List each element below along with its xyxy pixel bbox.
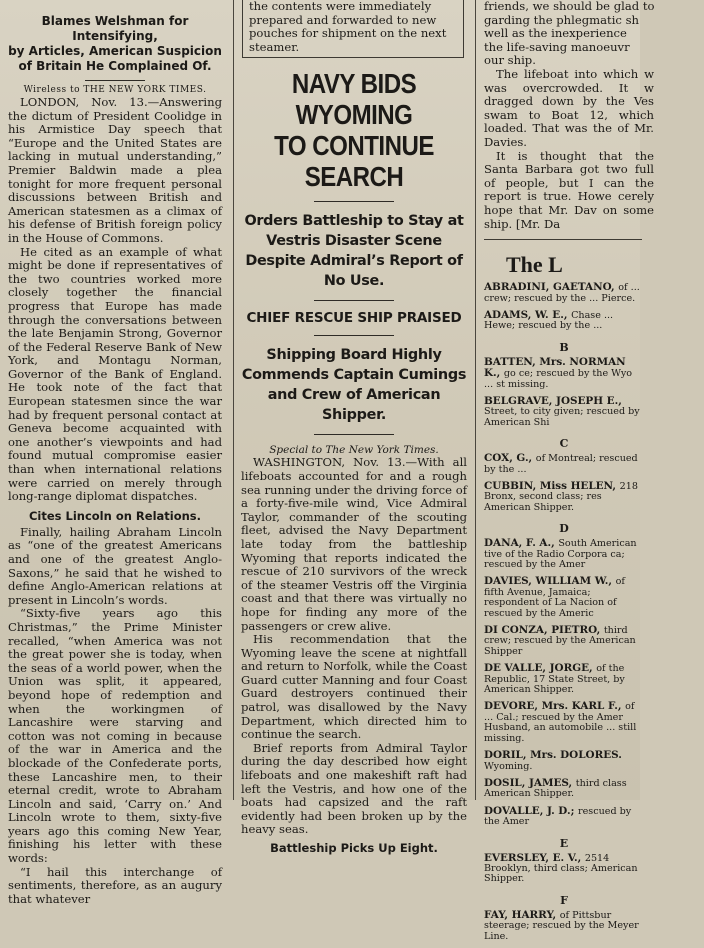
list-item: [484, 357, 644, 390]
list-item-name: ABRADINI, GAETANO,: [484, 281, 619, 294]
list-item-name: BATTEN, Mrs. NORMAN K.,: [484, 355, 626, 380]
list-item-name: DI CONZA, PIETRO,: [484, 624, 604, 637]
list-item: [484, 453, 644, 475]
right-paragraph-2: It is thought that the Santa Barbara got two full of people, but I can the report is true. Howe cerely hope that Mr. Dav on some ship. [Mr. Da: [484, 148, 654, 231]
list-gap: [484, 428, 644, 434]
list-item: [484, 396, 644, 428]
list-letter-divider: D: [559, 522, 569, 536]
list-item-detail: Wyoming.: [484, 760, 533, 772]
right-top-line-2: garding the phlegmatic sh: [484, 12, 639, 27]
list-item-detail: 2514 Brooklyn, third class; American Shipper.: [484, 852, 638, 885]
list-item-detail: third class American Shipper.: [484, 777, 627, 800]
list-gap: [484, 513, 644, 519]
middle-column: [236, 0, 472, 855]
list-item-detail: rescued by the Amer: [484, 805, 632, 828]
left-paragraph-2: He cited as an example of what might be done if representatives of the two countries worked more closely together the financial progress that Europe has made through the conversations between the late Benjamin Strong, Governor of the Federal Reserve Bank of New York, and Montagu Norman, Governor of the Bank of England. He took note of the fact that European statesmen since the war had by frequent personal contact at Geneva become acquainted with one another’s viewpoints and had found mutual compromise easier than when international relations were carried on merely through long-range diplomat dispatches.: [8, 244, 222, 504]
list-item-name: FAY, HARRY,: [484, 908, 560, 921]
right-top-line-5: our ship.: [484, 53, 536, 68]
list-gap: [484, 885, 644, 891]
left-headline-line-3: of Britain He Complained Of.: [18, 59, 212, 73]
top-box: [242, 0, 464, 58]
main-headline-line-1: NAVY BIDS WYOMING: [291, 68, 417, 131]
list-item-name: COX, G.,: [484, 452, 536, 465]
list-item: [484, 282, 644, 304]
main-headline: [253, 68, 456, 192]
list-item-name: DANA, F. A.,: [484, 537, 559, 550]
deck-shipping-board: Shipping Board Highly Commends Captain Cumings and Crew of American Shipper.: [241, 347, 467, 424]
right-top-line-4: the life-saving manoeuvr: [484, 39, 630, 54]
deck-chief-rescue-ship: CHIEF RESCUE SHIP PRAISED: [246, 310, 462, 327]
list-item: [484, 538, 644, 570]
main-headline-line-2: TO CONTINUE SEARCH: [274, 130, 434, 193]
list-item: [484, 625, 644, 657]
list-letter-divider: F: [560, 893, 568, 907]
list-gap: [484, 332, 644, 338]
left-paragraph-5: “I hail this interchange of sentiments, therefore, as an augury that whatever: [8, 864, 222, 906]
right-paragraph-1: The lifeboat into which w was overcrowded. It w dragged down by the Ves swam to Boat 12, which loaded. That was the of Mr. Davies.: [484, 66, 654, 149]
right-top-line-1: friends, we should be glad to: [484, 0, 655, 13]
list-item: [484, 310, 644, 332]
list-item-name: BELGRAVE, JOSEPH E.,: [484, 394, 622, 407]
headline-rule-2: [314, 300, 394, 301]
list-item-detail: South American tive of the Radio Corpora ca; rescued by the Amer: [484, 538, 637, 570]
list-item: [484, 910, 644, 942]
list-item: [484, 853, 644, 885]
left-headline-rule: [85, 80, 145, 81]
column-rule-2: [475, 0, 476, 800]
list-item: [484, 663, 644, 695]
list-item-detail: of the Republic, 17 State Street, by American Shipper.: [484, 663, 625, 696]
list-item-name: DORIL, Mrs. DOLORES.: [484, 749, 622, 762]
list-item: [484, 701, 644, 744]
left-headline-line-1: Blames Welshman for Intensifying,: [41, 14, 189, 43]
list-letter-divider: E: [559, 836, 569, 850]
list-item-detail: of ... Cal.; rescued by the Amer Husband, an automobile ... still missing.: [484, 701, 637, 744]
headline-rule-1: [314, 201, 394, 202]
list-item: [484, 576, 644, 619]
left-paragraph-4: “Sixty-five years ago this Christmas,” the Prime Minister recalled, “when America was not the great power she is today, when the seas of a world power, when the Union was split, it appeared, beyond hope of redemption and when the workingmen of Lancashire were starving and cotton was not coming in because of the war in America and the blockade of the Confederate ports, these Lancashire men, to their eternal credit, wrote to Abraham Lincoln and said, ‘Carry on.’ And Lincoln wrote to them, sixty-five years ago this coming New Year, finishing his letter with these words:: [8, 606, 222, 866]
left-wireless-dateline: Wireless to THE NEW YORK TIMES.: [23, 85, 207, 95]
list-item-detail: of fifth Avenue, Jamaica; respondent of La Nacion of rescued by the Americ: [484, 576, 625, 619]
mid-paragraph-3: Brief reports from Admiral Taylor during the day described how eight lifeboats and one makeshift raft had left the Vestris, and how one of the boats had capsized and the raft evidently had been broken up by the heavy seas.: [241, 740, 467, 837]
list-item-detail: third crew; rescued by the American Shipper: [484, 625, 636, 657]
right-section-rule: [484, 239, 642, 240]
list-letter-divider: B: [559, 340, 569, 354]
list-item-detail: 218 Bronx, second class; res American Shipper.: [484, 480, 638, 513]
list-item-name: DAVIES, WILLIAM W.,: [484, 575, 616, 588]
list-item-detail: Chase ... Hewe; rescued by the ...: [484, 309, 614, 332]
list-item-detail: of ... crew; rescued by the ... Pierce.: [484, 282, 640, 304]
list-item: [484, 481, 644, 513]
list-item: [484, 750, 644, 772]
list-item-detail: of Pittsbur steerage; rescued by the Meyer Line.: [484, 909, 639, 942]
left-subhead-lincoln: Cites Lincoln on Relations.: [28, 508, 202, 523]
column-rule-1: [233, 0, 234, 800]
deck-orders-battleship: Orders Battleship to Stay at Vestris Disaster Scene Despite Admiral’s Report of No Use.: [244, 213, 464, 290]
list-item-name: ADAMS, W. E.,: [484, 308, 572, 321]
victim-list-heading: The L: [506, 252, 563, 278]
list-item-name: CUBBIN, Miss HELEN,: [484, 479, 620, 492]
list-item-name: DE VALLE, JORGE,: [484, 662, 597, 675]
right-column: [478, 0, 655, 942]
mid-subhead-battleship: Battleship Picks Up Eight.: [270, 841, 438, 855]
victim-list: [484, 282, 644, 948]
list-item-detail: of Montreal; rescued by the ...: [484, 453, 638, 475]
right-top-line-3: well as the inexperience: [484, 26, 627, 41]
list-gap: [484, 942, 644, 948]
left-paragraph-1: LONDON, Nov. 13.—Answering the dictum of President Coolidge in his Armistice Day speech that “Europe and the United States are lacking in mutual understanding,” Premier Baldwin made a plea tonight for more frequent personal discussions between British and American statesmen as a climax of his defense of British foreign policy in the House of Commons.: [8, 95, 222, 245]
mid-paragraph-1: WASHINGTON, Nov. 13.—With all lifeboats accounted for and a rough sea running under the driving force of a forty-five-mile wind, Vice Admiral Taylor, commander of the scouting fleet, advised the Navy Department late today from the battleship Wyoming that reports indicated the rescue of 210 survivors of the wreck of the steamer Vestris off the Virginia coast and that there was virtually no hope for finding any more of the passengers or crew alive.: [241, 455, 467, 633]
list-item-name: DEVORE, Mrs. KARL F.,: [484, 700, 626, 713]
list-item-name: EVERSLEY, E. V.,: [484, 851, 585, 864]
special-dateline: Special to The New York Times.: [269, 444, 439, 457]
top-box-text: the contents were immediately prepared and forwarded to new pouches for shipment on the next steamer.: [249, 0, 447, 54]
headline-rule-3: [314, 335, 394, 336]
left-column: [0, 0, 230, 906]
list-gap: [484, 828, 644, 834]
list-item-detail: go ce; rescued by the Wyo ... st missing.: [484, 368, 633, 390]
headline-rule-4: [314, 434, 394, 435]
mid-paragraph-2: His recommendation that the Wyoming leave the scene at nightfall and return to Norfolk, while the Coast Guard cutter Manning and four Coast Guard destroyers continued their patrol, was disallowed by the Navy Department, which directed him to continue the search.: [241, 632, 467, 742]
left-paragraph-3: Finally, hailing Abraham Lincoln as “one of the greatest Americans and one of the greatest Anglo-Saxons,” he said that he wished to define Anglo-American relations at present in Lincoln’s words.: [8, 524, 222, 607]
list-item-name: DOVALLE, J. D.;: [484, 804, 579, 817]
left-headline-line-2: by Articles, American Suspicion: [8, 44, 222, 58]
list-item-name: DOSIL, JAMES,: [484, 776, 576, 789]
list-item: [484, 806, 644, 828]
list-letter-divider: C: [559, 437, 569, 451]
list-item-detail: Street, to city given; rescued by American Shi: [484, 406, 640, 428]
list-item: [484, 778, 644, 800]
